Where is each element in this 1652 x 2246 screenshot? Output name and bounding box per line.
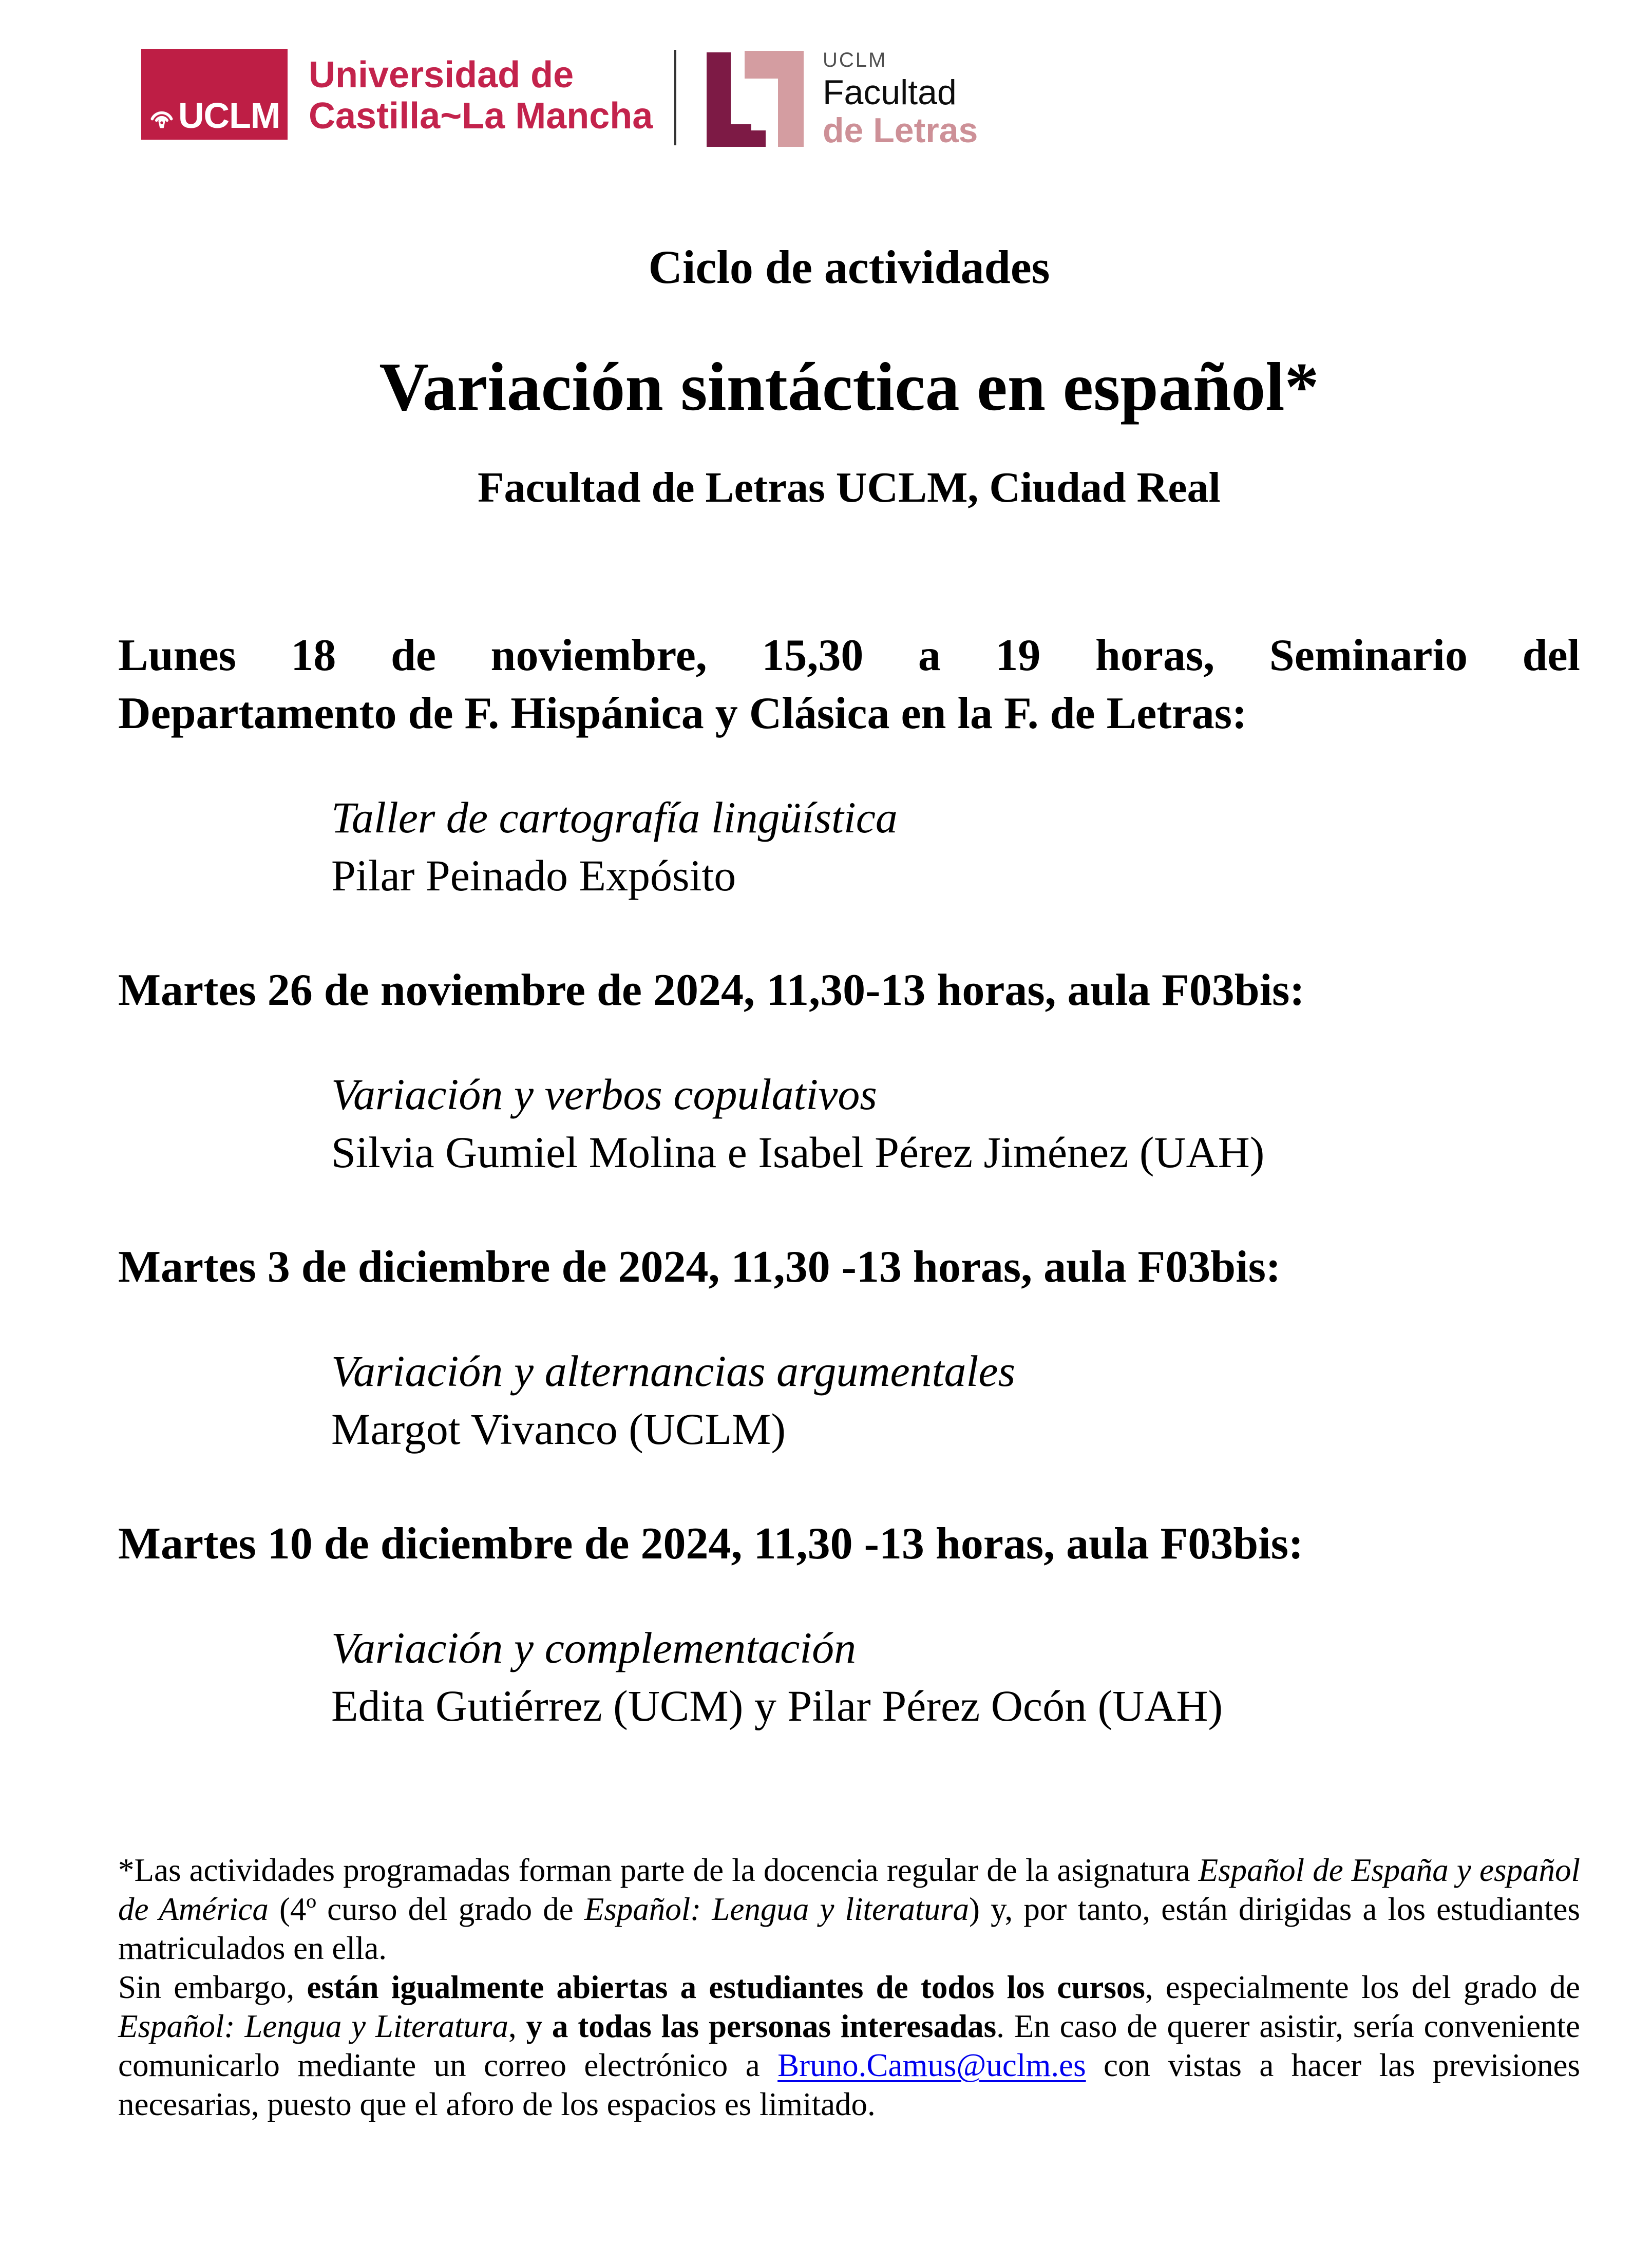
talk-speakers: Margot Vivanco (UCLM) bbox=[331, 1404, 786, 1454]
uclm-emblem-icon bbox=[147, 102, 176, 130]
footnote bbox=[118, 1851, 1580, 2124]
footnote-text: ) y, por tanto, están dirigidas a los estudiantes matriculados en ella. bbox=[118, 1891, 1580, 1966]
talk-title: Variación y verbos copulativos bbox=[331, 1070, 877, 1119]
session-2 bbox=[118, 961, 1580, 1182]
footnote-paragraph-1 bbox=[118, 1851, 1580, 1968]
footnote-text: con vistas a hacer las previsiones necesarias, puesto que el aforo de los espacios es limitado. bbox=[118, 2047, 1580, 2122]
session-1-heading-line1: Lunes 18 de noviembre, 15,30 a 19 horas, Seminario del bbox=[118, 631, 1580, 680]
page-subtitle: Facultad de Letras UCLM, Ciudad Real bbox=[478, 464, 1221, 511]
faculty-uclm-label: UCLM bbox=[823, 49, 887, 71]
footnote-text: Sin embargo, bbox=[118, 1969, 307, 2005]
talk-speakers: Pilar Peinado Expósito bbox=[331, 851, 736, 900]
university-wordmark-line1: Universidad de bbox=[309, 54, 574, 96]
session-3-talk bbox=[331, 1342, 1580, 1458]
talk-title: Variación y complementación bbox=[331, 1623, 857, 1672]
footnote-course-italic: Español de España y español de América bbox=[118, 1852, 1580, 1927]
footnote-paragraph-2 bbox=[118, 1968, 1580, 2124]
session-2-talk bbox=[331, 1065, 1580, 1182]
footnote-degree-italic: Español: Lengua y Literatura bbox=[118, 2008, 508, 2044]
session-4 bbox=[118, 1515, 1580, 1735]
session-1 bbox=[118, 626, 1580, 905]
series-kicker: Ciclo de actividades bbox=[648, 241, 1050, 293]
footnote-bold-open-courses: están igualmente abiertas a estudiantes de todos los cursos bbox=[307, 1969, 1145, 2005]
session-3 bbox=[118, 1238, 1580, 1458]
footnote-text: , bbox=[508, 2008, 526, 2044]
talk-title: Taller de cartografía lingüística bbox=[331, 793, 898, 842]
faculty-name-line2: de Letras bbox=[823, 111, 978, 150]
session-3-heading: Martes 3 de diciembre de 2024, 11,30 -13 horas, aula F03bis: bbox=[118, 1242, 1281, 1292]
session-1-heading-line2: Departamento de F. Hispánica y Clásica en la F. de Letras: bbox=[118, 689, 1247, 738]
logo-divider bbox=[674, 50, 676, 145]
faculty-name-line1: Facultad bbox=[823, 73, 957, 112]
footnote-text: , especialmente los del grado de bbox=[1145, 1969, 1581, 2005]
university-wordmark bbox=[309, 54, 653, 137]
uclm-square-label: UCLM bbox=[178, 96, 280, 136]
page-title: Variación sintáctica en español* bbox=[379, 349, 1319, 425]
footnote-degree-italic: Español: Lengua y literatura bbox=[584, 1891, 970, 1927]
footnote-bold-everyone: y a todas las personas interesadas bbox=[526, 2008, 997, 2044]
talk-speakers: Silvia Gumiel Molina e Isabel Pérez Jiménez (UAH) bbox=[331, 1128, 1265, 1177]
session-2-heading: Martes 26 de noviembre de 2024, 11,30-13 horas, aula F03bis: bbox=[118, 965, 1305, 1015]
uclm-logo bbox=[141, 49, 288, 140]
session-1-heading bbox=[118, 626, 1580, 743]
session-4-talk bbox=[331, 1619, 1580, 1735]
header bbox=[0, 0, 1652, 216]
session-1-talk bbox=[331, 789, 1580, 905]
talk-title: Variación y alternancias argumentales bbox=[331, 1346, 1016, 1396]
talk-speakers: Edita Gutiérrez (UCM) y Pilar Pérez Ocón (UAH) bbox=[331, 1681, 1223, 1730]
footnote-text: *Las actividades programadas forman parte de la docencia regular de la asignatura bbox=[118, 1852, 1199, 1888]
footnote-text: (4º curso del grado de bbox=[268, 1891, 584, 1927]
email-link[interactable]: Bruno.Camus@uclm.es bbox=[777, 2047, 1086, 2083]
session-4-heading: Martes 10 de diciembre de 2024, 11,30 -13 horas, aula F03bis: bbox=[118, 1519, 1304, 1569]
session-list bbox=[118, 626, 1580, 1735]
faculty-logo-text bbox=[823, 48, 978, 149]
university-wordmark-line2: Castilla~La Mancha bbox=[309, 96, 653, 137]
faculty-letras-mark-icon bbox=[707, 49, 804, 147]
footnote-text: . En caso de querer asistir, sería conveniente comunicarlo mediante un correo electrónico a bbox=[118, 2008, 1580, 2083]
